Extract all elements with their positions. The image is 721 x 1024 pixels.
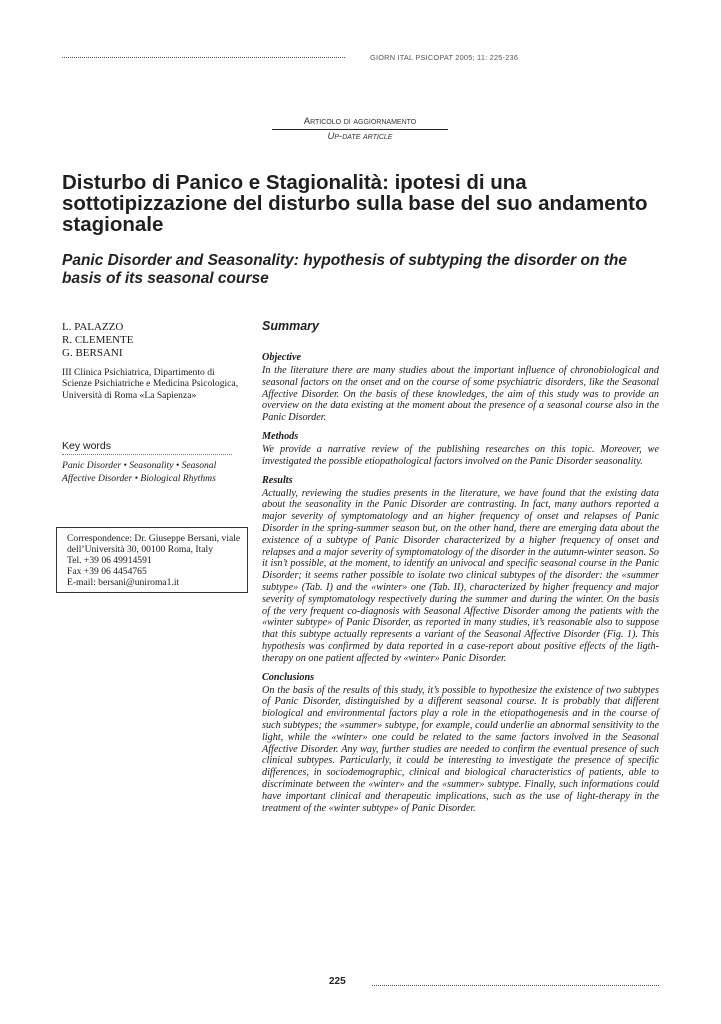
author-name: L. PALAZZO xyxy=(62,321,124,333)
bottom-dotted-rule xyxy=(372,985,659,986)
page-number: 225 xyxy=(329,976,346,987)
article-type-header xyxy=(272,116,448,143)
summary-text-methods: We provide a narrative review of the publishing researches on this topic. Moreover, we investigated the possible etiopathological factors involved on the Panic Disorder seasonality. xyxy=(262,443,659,467)
article-type-english: Up-date article xyxy=(327,131,393,142)
top-dotted-rule xyxy=(62,57,345,58)
summary-heading-methods: Methods xyxy=(262,430,299,442)
summary-text-objective: In the literature there are many studies about the important influence of chronobiological and seasonal factors on the onset and on the course of some psychiatric disorders, like the Seasonal Affective Disorder. On the basis of these knowledges, the aim of this study was to provide an overview on the data existing at the moment about the presence of a seasonal course also in the Panic Disorder. xyxy=(262,365,659,424)
summary-heading-objective: Objective xyxy=(262,352,302,363)
keywords-text: Panic Disorder • Seasonality • Seasonal Affective Disorder • Biological Rhythms xyxy=(62,460,217,484)
summary-text-results: Actually, reviewing the studies presents in the literature, we have found that the existing data about the seasonality in the Panic Disorder are contrasting. In fact, many authors reported a major severity of symptomatology and an higher frequency of onset and relapses of Panic Disorder in the spring-summer season but, on the other hand, there are emerging data about the existence of a subtype of Panic Disorder characterized by a higher frequency of onset and relapses and a major severity of symptomatology of the disorder in the autumn-winter season. So it isn’t possible, at the moment, to identify an univocal and specific seasonal course in the Panic Disorder; it seems rather possible to isolate two clinical subtypes of the disorder: the «summer subtype» (Tab. I) and the «winter» one (Tab. II), characterized by higher frequency and major severity of symptomatology respectively during the summer and during the winter. On the basis of the very frequent co-diagnosis with Seasonal Affective Disorder among the patients with the «winter subtype» of Panic Disorder, as reported in many studies, it’s reasonable also to suppose that this subtype actually represents a variant of the Seasonal Affective Disorder (Fig. 1). This hypothesis was confirmed by data reported in a case-report about positive effects of the ligth-therapy on one patient affected by «winter» Panic Disorder. xyxy=(262,487,659,664)
affiliation: III Clinica Psichiatrica, Dipartimento di Scienze Psichiatriche e Medicina Psicologica, Università di Roma «La Sapienza» xyxy=(62,367,239,401)
summary-body xyxy=(262,352,659,821)
correspondence-address: Correspondence: Dr. Giuseppe Bersani, viale dell’Università 30, 00100 Roma, Italy xyxy=(67,533,241,555)
author-list xyxy=(62,321,242,360)
summary-text-conclusions: On the basis of the results of this study, it’s possible to hypothesize the existence of two subtypes of Panic Disorder, distinguished by a different seasonal course. It is probably that different biological and environmental factors play a role in the etiopathogenesis and in the course of such subtypes; the «summer» subtype, for example, could underlie an abnormal sensitivity to the light, while the «winter» one could be related to the same factors involved in the Seasonal Affective Disorder. Any way, further studies are needed to confirm the eventual presence of such clinical subtypes. Particularly, it could be interesting to investigate the presence of specific differences, in sociodemographic, clinical and biological characteristics of patients, able to discriminate between the «winter» and the «summer» subtype. Finally, such informations could have important clinical and therapeutic implications, such as the use of light-therapy in the treatment of the «winter subtype» of Panic Disorder. xyxy=(262,684,659,814)
author-name: R. CLEMENTE xyxy=(62,334,134,346)
summary-title: Summary xyxy=(262,319,319,333)
article-type-rule xyxy=(272,129,448,130)
correspondence-fax: Fax +39 06 4454765 xyxy=(67,566,147,577)
title-english: Panic Disorder and Seasonality: hypothesis of subtyping the disorder on the basis of its seasonal course xyxy=(62,252,627,287)
article-type-italian: Articolo di aggiornamento xyxy=(303,116,417,127)
correspondence-tel: Tel. +39 06 49914591 xyxy=(67,555,152,566)
summary-heading-conclusions: Conclusions xyxy=(262,671,315,683)
title-italian: Disturbo di Panico e Stagionalità: ipotesi di una sottotipizzazione del disturbo sulla base del suo andamento stagionale xyxy=(62,171,648,236)
keywords-title: Key words xyxy=(62,440,232,455)
correspondence-box xyxy=(56,527,248,593)
summary-heading-results: Results xyxy=(262,474,293,486)
journal-reference: GIORN ITAL PSICOPAT 2005; 11: 225-236 xyxy=(370,53,519,62)
correspondence-email: E-mail: bersani@uniroma1.it xyxy=(67,577,180,588)
author-name: G. BERSANI xyxy=(62,347,123,359)
